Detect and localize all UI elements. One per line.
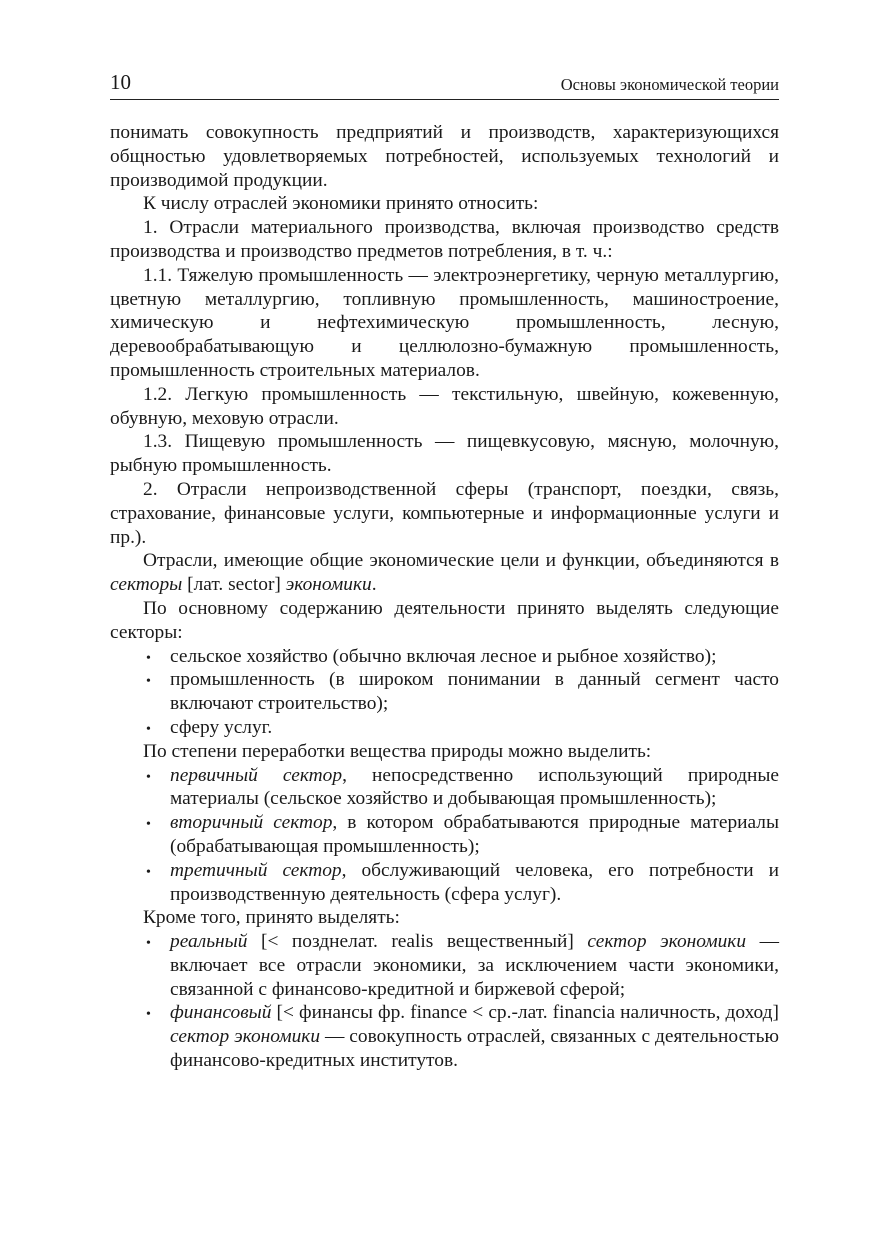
text-run: .: [371, 574, 377, 596]
text-run: Отрасли, имеющие общие экономические цели и функции, объединяются в: [143, 550, 779, 572]
list-item-text: , непосредственно использующий природные материалы (сельское хозяйство и добывающая промышленность);: [170, 764, 779, 810]
list-item-text: сельское хозяйство (обычно включая лесное и рыбное хозяйство);: [170, 645, 717, 667]
italic-term: сектор экономики: [170, 1026, 321, 1048]
list-item-text: , в котором обрабатываются природные материалы (обрабатывающая промышленность);: [170, 812, 779, 857]
bullet-icon: [146, 716, 151, 742]
list-item-text: — совокупность отраслей, связанных с деятельностью финансово-кредитных институтов.: [170, 1026, 779, 1072]
paragraph: 1.1. Тяжелую промышленность — электроэнергетику, черную металлургию, цветную металлургию, топливную промышленность, машиностроение, химическую и нефтехимическую промышленность, лесную, деревообрабатывающую и целлюлозно-бумажную промышленность, промышленность строительных материалов.: [110, 264, 779, 381]
list-item: [110, 930, 779, 1001]
bullet-icon: [146, 859, 151, 885]
paragraph: [110, 549, 779, 597]
list-item-text: , обслуживающий человека, его потребности и производственную деятельность (сфера услуг).: [170, 859, 779, 905]
bullet-icon: [146, 668, 151, 694]
body-text: [110, 121, 779, 1073]
bullet-icon: [146, 1001, 151, 1027]
paragraph: понимать совокупность предприятий и производств, характеризующихся общностью удовлетворяемых потребностей, используемых технологий и производимой продукции.: [110, 122, 779, 191]
bullet-icon: [146, 764, 151, 790]
etymology: [< финансы фр. finance < ср.-лат. financia наличность, доход]: [271, 1002, 779, 1024]
paragraph: 1.2. Легкую промышленность — текстильную, швейную, кожевенную, обувную, меховую отрасли.: [110, 383, 779, 429]
italic-term: финансовый: [170, 1002, 272, 1024]
economy-sector-list: [110, 930, 779, 1073]
list-item: [110, 859, 779, 907]
text-run: [лат. sector]: [182, 574, 286, 596]
italic-term: экономики: [285, 574, 372, 596]
list-item: [110, 764, 779, 812]
paragraph: 1.3. Пищевую промышленность — пищевкусовую, мясную, молочную, рыбную промышленность.: [110, 431, 779, 477]
italic-term: реальный: [170, 931, 248, 953]
italic-term: первичный сектор: [170, 764, 343, 786]
italic-term: третичный сектор: [170, 859, 342, 881]
bullet-icon: [146, 811, 151, 837]
sector-list: [110, 645, 779, 740]
italic-term: секторы: [110, 574, 183, 596]
document-page: [110, 68, 779, 1073]
etymology: [< позднелат. realis вещественный]: [247, 931, 588, 953]
paragraph: Кроме того, принято выделять:: [143, 907, 400, 929]
paragraph: К числу отраслей экономики принято относить:: [143, 193, 539, 215]
list-item: [110, 645, 779, 669]
list-item-text: сферу услуг.: [170, 716, 273, 738]
list-item: [110, 1001, 779, 1072]
running-header: [110, 68, 779, 100]
bullet-icon: [146, 645, 151, 671]
list-item-text: промышленность (в широком понимании в данный сегмент часто включают строительство);: [170, 669, 779, 715]
list-item: [110, 811, 779, 859]
italic-term: сектор экономики: [587, 931, 747, 953]
running-title: Основы экономической теории: [560, 75, 779, 94]
paragraph: По основному содержанию деятельности принято выделять следующие секторы:: [110, 597, 779, 643]
list-item-text: — включает все отрасли экономики, за исключением части экономики, связанной с финансово-кредитной и биржевой сферой;: [170, 931, 779, 1000]
paragraph: 2. Отрасли непроизводственной сферы (транспорт, поездки, связь, страхование, финансовые услуги, компьютерные и информационные услуги и пр.).: [110, 478, 779, 548]
list-item: [110, 716, 779, 740]
processing-list: [110, 764, 779, 907]
page-number: 10: [110, 70, 131, 94]
bullet-icon: [146, 930, 151, 956]
paragraph: По степени переработки вещества природы можно выделить:: [143, 740, 652, 762]
list-item: [110, 668, 779, 716]
italic-term: вторичный сектор: [170, 812, 333, 834]
paragraph: 1. Отрасли материального производства, включая производство средств производства и производство предметов потребления, в т. ч.:: [110, 217, 779, 262]
